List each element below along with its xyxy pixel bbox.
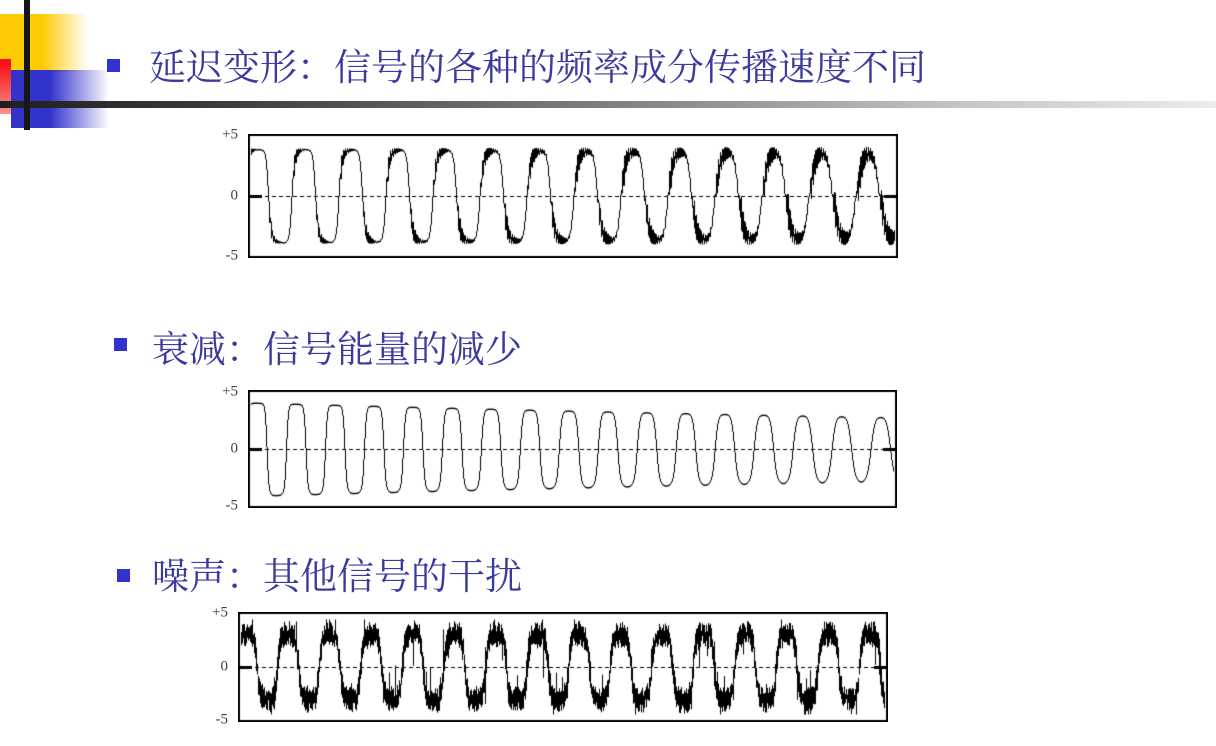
bullet-square-icon <box>107 59 120 72</box>
bullet-square-icon <box>117 569 130 582</box>
delay-distortion-waveform-plot <box>248 134 898 258</box>
fig3-ytick-minus5: -5 <box>215 711 228 728</box>
bullet-text-attenuation: 衰减：信号能量的减少 <box>152 330 522 371</box>
bullet-text-delay-distortion: 延迟变形：信号的各种的频率成分传播速度不同 <box>149 48 926 89</box>
fig2-ytick-minus5: -5 <box>225 497 238 514</box>
fig1-ytick-minus5: -5 <box>225 247 238 264</box>
fig2-ytick-zero: 0 <box>230 440 238 457</box>
decoration-yellow-block <box>0 14 88 72</box>
bullet-square-icon <box>114 338 127 351</box>
fig2-ytick-plus5: +5 <box>222 383 238 400</box>
title-underline-rule <box>0 101 1216 108</box>
bullet-text-noise: 噪声：其他信号的干扰 <box>152 557 522 598</box>
noise-waveform-plot <box>238 612 888 722</box>
attenuation-waveform-plot <box>248 390 897 508</box>
fig1-ytick-zero: 0 <box>230 187 238 204</box>
decoration-vertical-bar <box>24 0 30 130</box>
fig3-ytick-zero: 0 <box>220 658 228 675</box>
fig1-ytick-plus5: +5 <box>222 126 238 143</box>
fig3-ytick-plus5: +5 <box>212 604 228 621</box>
